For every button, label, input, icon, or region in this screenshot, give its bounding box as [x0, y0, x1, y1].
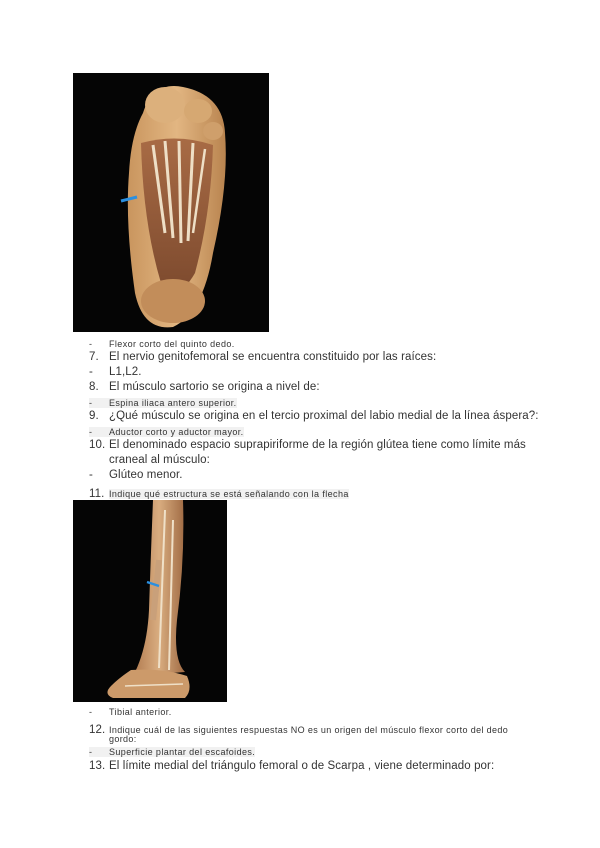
question-8 [89, 381, 320, 393]
question-12-continuation: gordo: [109, 734, 137, 744]
answer-12 [89, 747, 255, 757]
foot-dissection-photo [73, 73, 269, 332]
question-13 [89, 760, 494, 772]
answer-8 [89, 398, 237, 408]
question-text: El límite medial del triángulo femoral o de Scarpa , viene determinado por: [109, 760, 495, 772]
question-9 [89, 410, 539, 422]
answer-text: Flexor corto del quinto dedo. [109, 339, 235, 349]
answer-6 [89, 339, 235, 349]
answer-10 [89, 469, 183, 481]
leg-dissection-photo [73, 500, 227, 702]
question-10 [89, 439, 526, 451]
question-text: ¿Qué músculo se origina en el tercio proximal del labio medial de la línea áspera?: [109, 410, 539, 422]
question-number: 11. [89, 488, 105, 500]
question-text: El denominado espacio suprapiriforme de la región glútea tiene como límite más [109, 439, 526, 451]
question-7 [89, 351, 436, 363]
bullet-marker: - [89, 707, 93, 717]
answer-text: Espina iliaca antero superior. [109, 398, 237, 408]
answer-11 [89, 707, 172, 717]
bullet-marker: - [89, 366, 93, 378]
question-number: 12. [89, 724, 106, 736]
question-number: 13. [89, 760, 106, 772]
question-number: 9. [89, 410, 99, 422]
answer-text: Tibial anterior. [109, 707, 172, 717]
answer-7 [89, 366, 142, 378]
bullet-marker: - [89, 747, 93, 757]
answer-text: Superficie plantar del escafoides. [109, 747, 256, 757]
question-text: El músculo sartorio se origina a nivel de: [109, 381, 320, 393]
bullet-marker: - [89, 469, 93, 481]
question-12 [89, 720, 508, 738]
question-text: Indique qué estructura se está señalando con la flecha [109, 489, 349, 499]
question-text: El nervio genitofemoral se encuentra constituido por las raíces: [109, 351, 437, 363]
answer-text: L1,L2. [109, 366, 142, 378]
question-number: 8. [89, 381, 99, 393]
question-text: Indique cuál de las siguientes respuestas NO es un origen del músculo flexor corto del dedo [109, 725, 509, 735]
bullet-marker: - [89, 398, 93, 408]
question-number: 7. [89, 351, 99, 363]
answer-text: Glúteo menor. [109, 469, 183, 481]
bullet-marker: - [89, 339, 93, 349]
question-10-continuation: craneal al músculo: [109, 454, 210, 466]
answer-text: Aductor corto y aductor mayor. [109, 427, 244, 437]
question-number: 10. [89, 439, 106, 451]
bullet-marker: - [89, 427, 93, 437]
answer-9 [89, 427, 244, 437]
